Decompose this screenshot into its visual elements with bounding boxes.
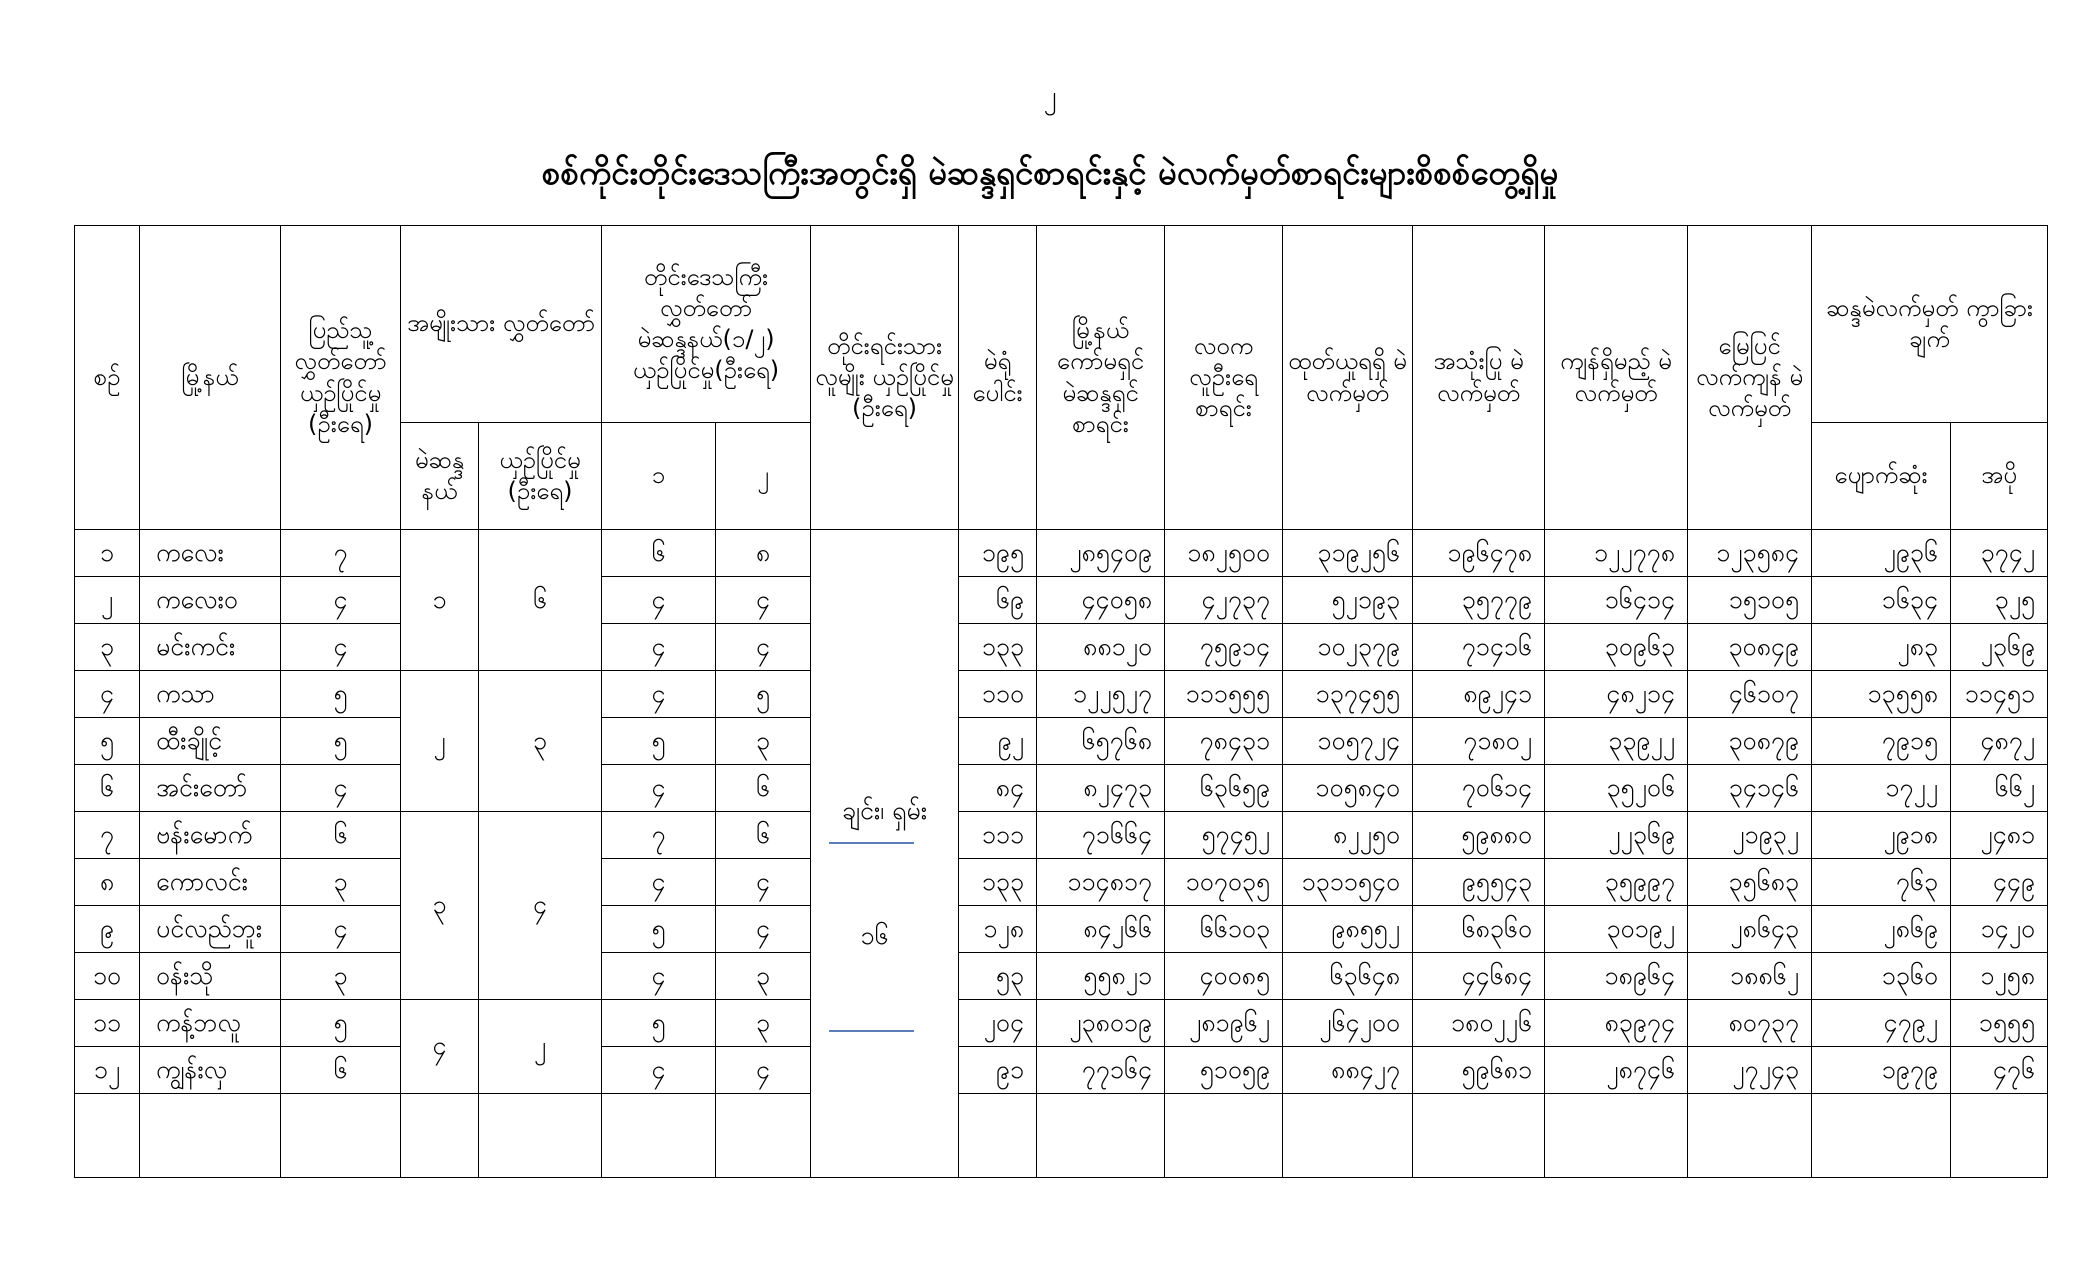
ward-list-cell: ၅၇၄၅၂ <box>1165 812 1283 859</box>
used-cell: ၁၈၀၂၂၆ <box>1413 1000 1545 1047</box>
issued-cell: ၁၀၅၇၂၄ <box>1283 718 1413 765</box>
missing-cell <box>1812 1094 1951 1178</box>
region-1-cell: ၄ <box>602 624 716 671</box>
header-booths: မဲရုံ ပေါင်း <box>959 226 1037 530</box>
pyithu-cell: ၄ <box>281 577 401 624</box>
region-2-cell: ၃ <box>716 1000 811 1047</box>
region-1-cell: ၅ <box>602 1000 716 1047</box>
township-cell: ထီးချိုင့် <box>140 718 281 765</box>
region-2-cell: ၆ <box>716 812 811 859</box>
divider-line <box>829 1030 914 1032</box>
excess-cell: ၆၆၂ <box>1951 765 2048 812</box>
region-1-cell: ၄ <box>602 577 716 624</box>
region-1-cell: ၄ <box>602 859 716 906</box>
remaining-cell: ၁၈၉၆၄ <box>1545 953 1688 1000</box>
missing-cell: ၁၆၃၄ <box>1812 577 1951 624</box>
region-1-cell: ၅ <box>602 906 716 953</box>
ward-list-cell: ၆၆၁၀၃ <box>1165 906 1283 953</box>
region-2-cell: ၅ <box>716 671 811 718</box>
region-2-cell: ၄ <box>716 577 811 624</box>
amyotha-constituency-cell: ၂ <box>401 671 479 812</box>
serial-cell: ၄ <box>75 671 140 718</box>
missing-cell: ၁၉၇၉ <box>1812 1047 1951 1094</box>
used-cell: ၅၉၈၈၀ <box>1413 812 1545 859</box>
voters-cell: ၈၈၁၂၀ <box>1037 624 1165 671</box>
serial-cell: ၁ <box>75 530 140 577</box>
missing-cell: ၂၉၃၆ <box>1812 530 1951 577</box>
used-cell: ၇၀၆၁၄ <box>1413 765 1545 812</box>
excess-cell: ၄၈၇၂ <box>1951 718 2048 765</box>
ward-list-cell: ၁၁၁၅၅၅ <box>1165 671 1283 718</box>
region-1-cell <box>602 1094 716 1178</box>
township-cell <box>140 1094 281 1178</box>
voters-cell: ၇၇၁၆၄ <box>1037 1047 1165 1094</box>
used-cell: ၁၉၆၄၇၈ <box>1413 530 1545 577</box>
table-body <box>75 530 2048 1178</box>
region-2-cell <box>716 1094 811 1178</box>
booths-cell: ၁၃၃ <box>959 624 1037 671</box>
excess-cell: ၁၂၅၈ <box>1951 953 2048 1000</box>
voters-cell: ၁၂၂၅၂၇ <box>1037 671 1165 718</box>
missing-cell: ၂၈၃ <box>1812 624 1951 671</box>
ward-list-cell: ၄၂၇၃၇ <box>1165 577 1283 624</box>
ward-list-cell: ၆၃၆၅၉ <box>1165 765 1283 812</box>
ward-list-cell: ၂၈၁၉၆၂ <box>1165 1000 1283 1047</box>
booths-cell <box>959 1094 1037 1178</box>
voters-cell: ၂၃၈၀၁၉ <box>1037 1000 1165 1047</box>
missing-cell: ၁၇၂၂ <box>1812 765 1951 812</box>
table-row <box>75 812 2048 859</box>
header-excess: အပို <box>1951 423 2048 530</box>
serial-cell: ၃ <box>75 624 140 671</box>
township-cell: ပင်လည်ဘူး <box>140 906 281 953</box>
issued-cell: ၁၀၂၃၇၉ <box>1283 624 1413 671</box>
issued-cell: ၁၃၇၄၅၅ <box>1283 671 1413 718</box>
actual-remaining-cell: ၁၈၈၆၂ <box>1688 953 1812 1000</box>
missing-cell: ၄၇၉၂ <box>1812 1000 1951 1047</box>
pyithu-cell: ၆ <box>281 812 401 859</box>
serial-cell <box>75 1094 140 1178</box>
amyotha-constituency-cell: ၄ <box>401 1000 479 1094</box>
excess-cell: ၁၅၅၅ <box>1951 1000 2048 1047</box>
booths-cell: ၅၃ <box>959 953 1037 1000</box>
header-issued: ထုတ်ယူရရှိ မဲလက်မှတ် <box>1283 226 1413 530</box>
table-row <box>75 718 2048 765</box>
header-region-2: ၂ <box>716 423 811 530</box>
ward-list-cell: ၁၈၂၅၀၀ <box>1165 530 1283 577</box>
region-1-cell: ၆ <box>602 530 716 577</box>
header-used: အသုံးပြု မဲလက်မှတ် <box>1413 226 1545 530</box>
header-township: မြို့နယ် <box>140 226 281 530</box>
amyotha-contest-cell: ၃ <box>479 671 602 812</box>
booths-cell: ၁၉၅ <box>959 530 1037 577</box>
ward-list-cell: ၄၀၀၈၅ <box>1165 953 1283 1000</box>
actual-remaining-cell: ၁၂၃၅၈၄ <box>1688 530 1812 577</box>
amyotha-contest-cell <box>479 1094 602 1178</box>
serial-cell: ၅ <box>75 718 140 765</box>
issued-cell: ၂၆၄၂၀၀ <box>1283 1000 1413 1047</box>
table-row <box>75 577 2048 624</box>
township-cell: ကလေး <box>140 530 281 577</box>
region-1-cell: ၄ <box>602 953 716 1000</box>
remaining-cell: ၂၂၃၆၉ <box>1545 812 1688 859</box>
header-amyotha: အမျိုးသား လွှတ်တော် <box>401 226 602 423</box>
header-region-1: ၁ <box>602 423 716 530</box>
region-2-cell: ၄ <box>716 906 811 953</box>
remaining-cell: ၂၈၇၄၆ <box>1545 1047 1688 1094</box>
region-2-cell: ၃ <box>716 953 811 1000</box>
used-cell: ၅၉၆၈၁ <box>1413 1047 1545 1094</box>
issued-cell: ၅၂၁၉၃ <box>1283 577 1413 624</box>
region-1-cell: ၄ <box>602 671 716 718</box>
used-cell <box>1413 1094 1545 1178</box>
ward-list-cell: ၅၁၀၅၉ <box>1165 1047 1283 1094</box>
pyithu-cell: ၆ <box>281 1047 401 1094</box>
pyithu-cell: ၅ <box>281 671 401 718</box>
missing-cell: ၁၃၅၅၈ <box>1812 671 1951 718</box>
voters-cell: ၈၄၂၆၆ <box>1037 906 1165 953</box>
issued-cell: ၈၂၂၅၀ <box>1283 812 1413 859</box>
actual-remaining-cell: ၃၀၈၇၉ <box>1688 718 1812 765</box>
remaining-cell: ၃၀၁၉၂ <box>1545 906 1688 953</box>
ethnic-label: ချင်း၊ ရှမ်း <box>841 796 928 825</box>
remaining-cell: ၃၀၉၆၃ <box>1545 624 1688 671</box>
excess-cell: ၃၇၄၂ <box>1951 530 2048 577</box>
excess-cell: ၁၁၄၅၁ <box>1951 671 2048 718</box>
header-difference: ဆန္ဒမဲလက်မှတ် ကွာခြားချက် <box>1812 226 2048 423</box>
pyithu-cell: ၃ <box>281 953 401 1000</box>
ethnic-contest-wrap <box>811 530 958 1177</box>
booths-cell: ၁၃၃ <box>959 859 1037 906</box>
actual-remaining-cell <box>1688 1094 1812 1178</box>
excess-cell: ၄၄၉ <box>1951 859 2048 906</box>
missing-cell: ၇၉၁၅ <box>1812 718 1951 765</box>
actual-remaining-cell: ၃၀၈၄၉ <box>1688 624 1812 671</box>
remaining-cell: ၁၆၄၁၄ <box>1545 577 1688 624</box>
header-region: တိုင်းဒေသကြီး လွှတ်တော် မဲဆန္ဒနယ်(၁/၂) ယှဉ်ပြိုင်မှု(ဦးရေ) <box>602 226 811 423</box>
used-cell: ၆၈၃၆၀ <box>1413 906 1545 953</box>
pyithu-cell <box>281 1094 401 1178</box>
actual-remaining-cell: ၄၆၁၀၇ <box>1688 671 1812 718</box>
ethnic-contest-cell <box>811 530 959 1178</box>
actual-remaining-cell: ၃၄၁၄၆ <box>1688 765 1812 812</box>
amyotha-contest-cell: ၂ <box>479 1000 602 1094</box>
header-remaining: ကျန်ရှိမည့် မဲလက်မှတ် <box>1545 226 1688 530</box>
booths-cell: ၂၀၄ <box>959 1000 1037 1047</box>
serial-cell: ၉ <box>75 906 140 953</box>
serial-cell: ၆ <box>75 765 140 812</box>
region-2-cell: ၆ <box>716 765 811 812</box>
excess-cell: ၃၂၅ <box>1951 577 2048 624</box>
excess-cell: ၁၄၂၀ <box>1951 906 2048 953</box>
used-cell: ၃၅၇၇၉ <box>1413 577 1545 624</box>
table-row <box>75 906 2048 953</box>
table-row <box>75 1047 2048 1094</box>
ward-list-cell: ၇၈၄၃၁ <box>1165 718 1283 765</box>
issued-cell <box>1283 1094 1413 1178</box>
table-row <box>75 765 2048 812</box>
booths-cell: ၁၂၈ <box>959 906 1037 953</box>
missing-cell: ၁၃၆၀ <box>1812 953 1951 1000</box>
header-serial: စဉ် <box>75 226 140 530</box>
serial-cell: ၂ <box>75 577 140 624</box>
issued-cell: ၁၀၅၈၄၀ <box>1283 765 1413 812</box>
excess-cell: ၂၄၈၁ <box>1951 812 2048 859</box>
pyithu-cell: ၄ <box>281 906 401 953</box>
issued-cell: ၉၈၅၅၂ <box>1283 906 1413 953</box>
ward-list-cell <box>1165 1094 1283 1178</box>
booths-cell: ၉၁ <box>959 1047 1037 1094</box>
missing-cell: ၇၆၃ <box>1812 859 1951 906</box>
used-cell: ၇၁၄၁၆ <box>1413 624 1545 671</box>
region-2-cell: ၄ <box>716 859 811 906</box>
page-title: စစ်ကိုင်းတိုင်းဒေသကြီးအတွင်းရှိ မဲဆန္ဒရှင်စာရင်းနှင့် မဲလက်မှတ်စာရင်းများစိစစ်တွေ့ရှိမှု <box>541 153 1559 192</box>
township-cell: ဗန်းမောက် <box>140 812 281 859</box>
township-cell: အင်းတော် <box>140 765 281 812</box>
serial-cell: ၈ <box>75 859 140 906</box>
remaining-cell: ၃၅၂၀၆ <box>1545 765 1688 812</box>
township-cell: ကသာ <box>140 671 281 718</box>
voters-cell: ၁၁၄၈၁၇ <box>1037 859 1165 906</box>
missing-cell: ၂၉၁၈ <box>1812 812 1951 859</box>
page-number: ၂ <box>1043 81 1057 111</box>
ethnic-value: ၁၆ <box>860 921 889 950</box>
region-2-cell: ၈ <box>716 530 811 577</box>
township-cell: မင်းကင်း <box>140 624 281 671</box>
missing-cell: ၂၈၆၉ <box>1812 906 1951 953</box>
header-amyotha-contest: ယှဉ်ပြိုင်မှု (ဦးရေ) <box>479 423 602 530</box>
booths-cell: ၆၉ <box>959 577 1037 624</box>
booths-cell: ၁၁၁ <box>959 812 1037 859</box>
excess-cell <box>1951 1094 2048 1178</box>
voters-cell <box>1037 1094 1165 1178</box>
issued-cell: ၁၃၁၁၅၄၀ <box>1283 859 1413 906</box>
actual-remaining-cell: ၃၅၆၈၃ <box>1688 859 1812 906</box>
actual-remaining-cell: ၁၅၁၀၅ <box>1688 577 1812 624</box>
table-row <box>75 1000 2048 1047</box>
remaining-cell <box>1545 1094 1688 1178</box>
header-ward-list: လဝက လူဦးရေ စာရင်း <box>1165 226 1283 530</box>
region-2-cell: ၄ <box>716 1047 811 1094</box>
actual-remaining-cell: ၂၈၆၄၃ <box>1688 906 1812 953</box>
used-cell: ၇၁၈၀၂ <box>1413 718 1545 765</box>
used-cell: ၈၉၂၄၁ <box>1413 671 1545 718</box>
issued-cell: ၈၈၄၂၇ <box>1283 1047 1413 1094</box>
table-row <box>75 1094 2048 1178</box>
amyotha-contest-cell: ၆ <box>479 530 602 671</box>
header-voters: မြို့နယ် ကော်မရှင် မဲဆန္ဒရှင် စာရင်း <box>1037 226 1165 530</box>
pyithu-cell: ၇ <box>281 530 401 577</box>
serial-cell: ၁၀ <box>75 953 140 1000</box>
serial-cell: ၇ <box>75 812 140 859</box>
region-2-cell: ၃ <box>716 718 811 765</box>
township-cell: ကျွန်းလှ <box>140 1047 281 1094</box>
excess-cell: ၄၇၆ <box>1951 1047 2048 1094</box>
remaining-cell: ၄၈၂၁၄ <box>1545 671 1688 718</box>
booths-cell: ၉၂ <box>959 718 1037 765</box>
township-cell: ဝန်းသို <box>140 953 281 1000</box>
township-cell: ကန့်ဘလူ <box>140 1000 281 1047</box>
header-pyithu: ပြည်သူ့ လွှတ်တော် ယှဉ်ပြိုင်မှု (ဦးရေ) <box>281 226 401 530</box>
used-cell: ၉၅၅၄၃ <box>1413 859 1545 906</box>
amyotha-constituency-cell: ၃ <box>401 812 479 1000</box>
township-cell: ကလေးဝ <box>140 577 281 624</box>
pyithu-cell: ၅ <box>281 718 401 765</box>
region-1-cell: ၄ <box>602 1047 716 1094</box>
table-row <box>75 530 2048 577</box>
ward-list-cell: ၁၀၇၀၃၅ <box>1165 859 1283 906</box>
actual-remaining-cell: ၂၁၉၃၂ <box>1688 812 1812 859</box>
serial-cell: ၁၂ <box>75 1047 140 1094</box>
header-actual-remaining: မြေပြင် လက်ကျန် မဲလက်မှတ် <box>1688 226 1812 530</box>
issued-cell: ၃၁၉၂၅၆ <box>1283 530 1413 577</box>
excess-cell: ၂၃၆၉ <box>1951 624 2048 671</box>
remaining-cell: ၃၅၉၉၇ <box>1545 859 1688 906</box>
amyotha-contest-cell: ၄ <box>479 812 602 1000</box>
actual-remaining-cell: ၈၀၇၃၇ <box>1688 1000 1812 1047</box>
booths-cell: ၁၁၀ <box>959 671 1037 718</box>
region-1-cell: ၄ <box>602 765 716 812</box>
amyotha-constituency-cell <box>401 1094 479 1178</box>
voters-cell: ၈၂၄၇၃ <box>1037 765 1165 812</box>
serial-cell: ၁၁ <box>75 1000 140 1047</box>
remaining-cell: ၃၃၉၂၂ <box>1545 718 1688 765</box>
remaining-cell: ၁၂၂၇၇၈ <box>1545 530 1688 577</box>
table-row <box>75 624 2048 671</box>
pyithu-cell: ၄ <box>281 765 401 812</box>
table-row <box>75 859 2048 906</box>
issued-cell: ၆၃၆၄၈ <box>1283 953 1413 1000</box>
pyithu-cell: ၃ <box>281 859 401 906</box>
divider-line <box>829 842 914 844</box>
table-row <box>75 953 2048 1000</box>
region-1-cell: ၅ <box>602 718 716 765</box>
amyotha-constituency-cell: ၁ <box>401 530 479 671</box>
voters-cell: ၅၅၈၂၁ <box>1037 953 1165 1000</box>
election-data-table <box>74 225 2048 1178</box>
voters-cell: ၄၄၀၅၈ <box>1037 577 1165 624</box>
pyithu-cell: ၄ <box>281 624 401 671</box>
actual-remaining-cell: ၂၇၂၄၃ <box>1688 1047 1812 1094</box>
table-header <box>75 226 2048 530</box>
used-cell: ၄၄၆၈၄ <box>1413 953 1545 1000</box>
table-row <box>75 671 2048 718</box>
township-cell: ကောလင်း <box>140 859 281 906</box>
voters-cell: ၇၁၆၆၄ <box>1037 812 1165 859</box>
voters-cell: ၆၅၇၆၈ <box>1037 718 1165 765</box>
remaining-cell: ၈၃၉၇၄ <box>1545 1000 1688 1047</box>
pyithu-cell: ၅ <box>281 1000 401 1047</box>
region-1-cell: ၇ <box>602 812 716 859</box>
voters-cell: ၂၈၅၄၀၉ <box>1037 530 1165 577</box>
header-amyotha-constituency: မဲဆန္ဒ နယ် <box>401 423 479 530</box>
header-ethnic: တိုင်းရင်းသား လူမျိုး ယှဉ်ပြိုင်မှု (ဦးရေ) <box>811 226 959 530</box>
region-2-cell: ၄ <box>716 624 811 671</box>
header-missing: ပျောက်ဆုံး <box>1812 423 1951 530</box>
booths-cell: ၈၄ <box>959 765 1037 812</box>
ward-list-cell: ၇၅၉၁၄ <box>1165 624 1283 671</box>
